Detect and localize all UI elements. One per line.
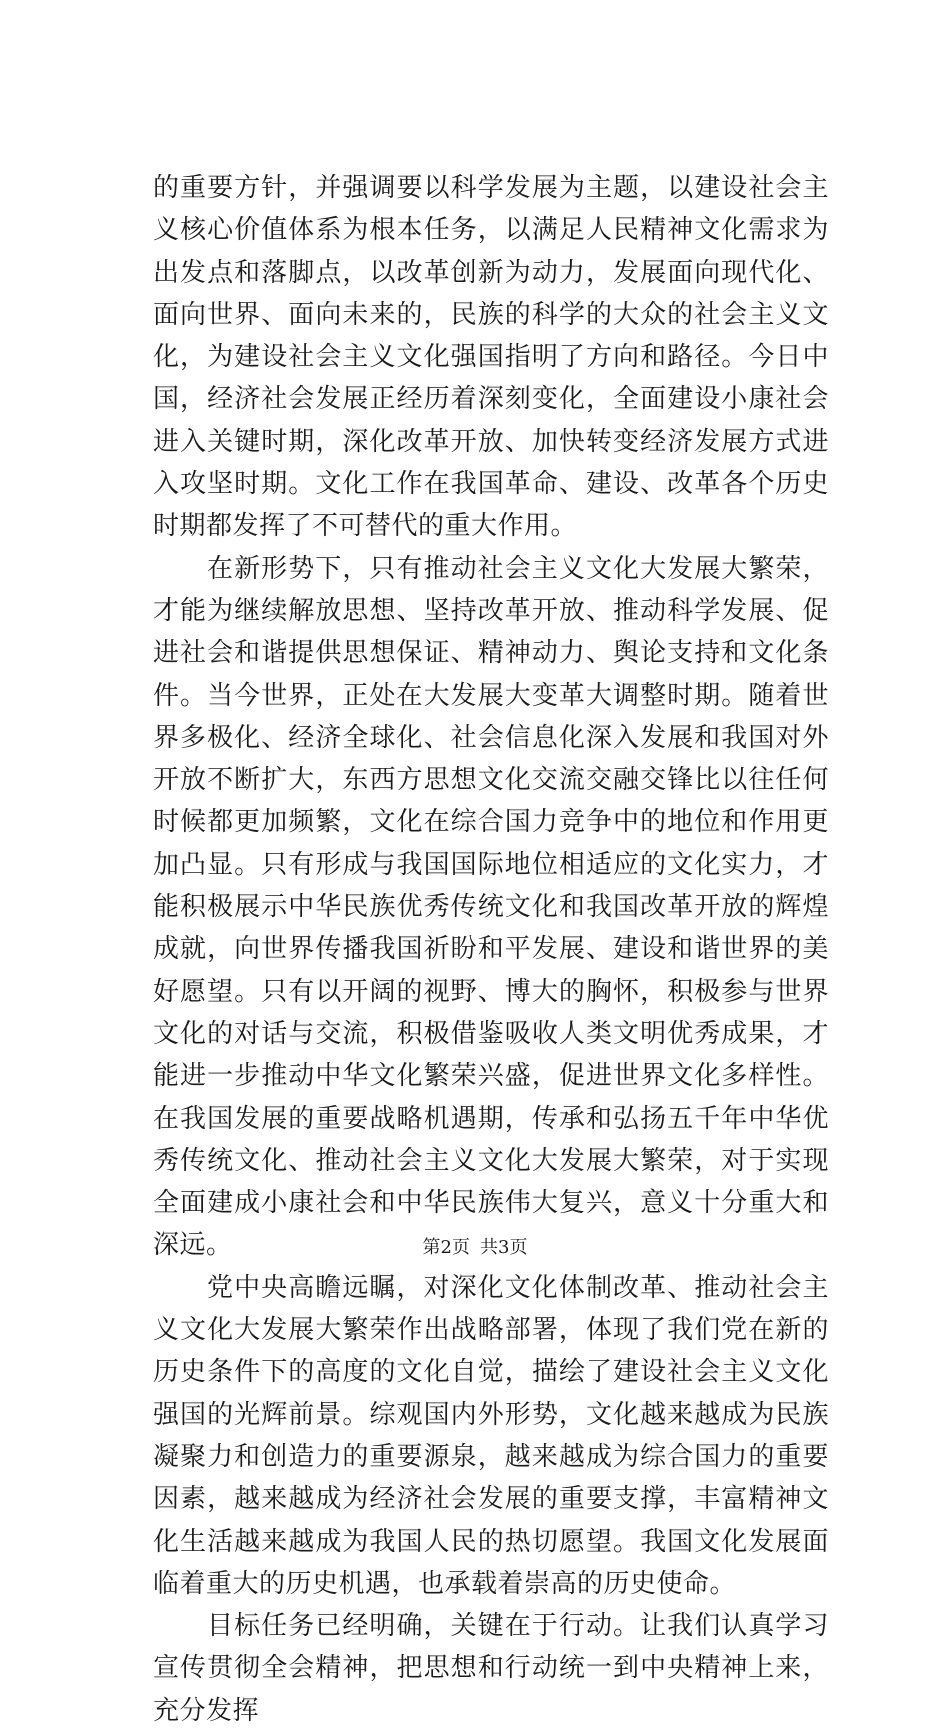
page-footer <box>0 1236 950 1260</box>
document-body <box>153 167 829 1732</box>
page-total: 共3页 <box>480 1237 528 1258</box>
paragraph-4: 目标任务已经明确，关键在于行动。让我们认真学习宣传贯彻全会精神，把思想和行动统一到中央精神上来，充分发挥 <box>153 1611 829 1726</box>
paragraph-3: 党中央高瞻远瞩，对深化文化体制改革、推动社会主义文化大发展大繁荣作出战略部署，体现了我们党在新的历史条件下的高度的文化自觉，描绘了建设社会主义文化强国的光辉前景。综观国内外形势，文化越来越成为民族凝聚力和创造力的重要源泉，越来越成为综合国力的重要因素，越来越成为经济社会发展的重要支撑，丰富精神文化生活越来越成为我国人民的热切愿望。我国文化发展面临着重大的历史机遇，也承载着崇高的历史使命。 <box>153 1272 829 1599</box>
paragraph-2: 在新形势下，只有推动社会主义文化大发展大繁荣，才能为继续解放思想、坚持改革开放、推动科学发展、促进社会和谐提供思想保证、精神动力、舆论支持和文化条件。当今世界，正处在大发展大变革大调整时期。随着世界多极化、经济全球化、社会信息化深入发展和我国对外开放不断扩大，东西方思想文化交流交融交锋比以往任何时候都更加频繁，文化在综合国力竞争中的地位和作用更加凸显。只有形成与我国国际地位相适应的文化实力，才能积极展示中华民族优秀传统文化和我国改革开放的辉煌成就，向世界传播我国祈盼和平发展、建设和谐世界的美好愿望。只有以开阔的视野、博大的胸怀，积极参与世界文化的对话与交流，积极借鉴吸收人类文明优秀成果，才能进一步推动中华文化繁荣兴盛，促进世界文化多样性。在我国发展的重要战略机遇期，传承和弘扬五千年中华优秀传统文化、推动社会主义文化大发展大繁荣，对于实现全面建成小康社会和中华民族伟大复兴，意义十分重大和深远。 <box>153 553 829 1261</box>
paragraph-1: 的重要方针，并强调要以科学发展为主题，以建设社会主义核心价值体系为根本任务，以满足人民精神文化需求为出发点和落脚点，以改革创新为动力，发展面向现代化、面向世界、面向未来的，民族的科学的大众的社会主义文化，为建设社会主义文化强国指明了方向和路径。今日中国，经济社会发展正经历着深刻变化，全面建设小康社会进入关键时期，深化改革开放、加快转变经济发展方式进入攻坚时期。文化工作在我国革命、建设、改革各个历史时期都发挥了不可替代的重大作用。 <box>153 173 829 542</box>
page-number: 第2页 <box>422 1237 470 1258</box>
